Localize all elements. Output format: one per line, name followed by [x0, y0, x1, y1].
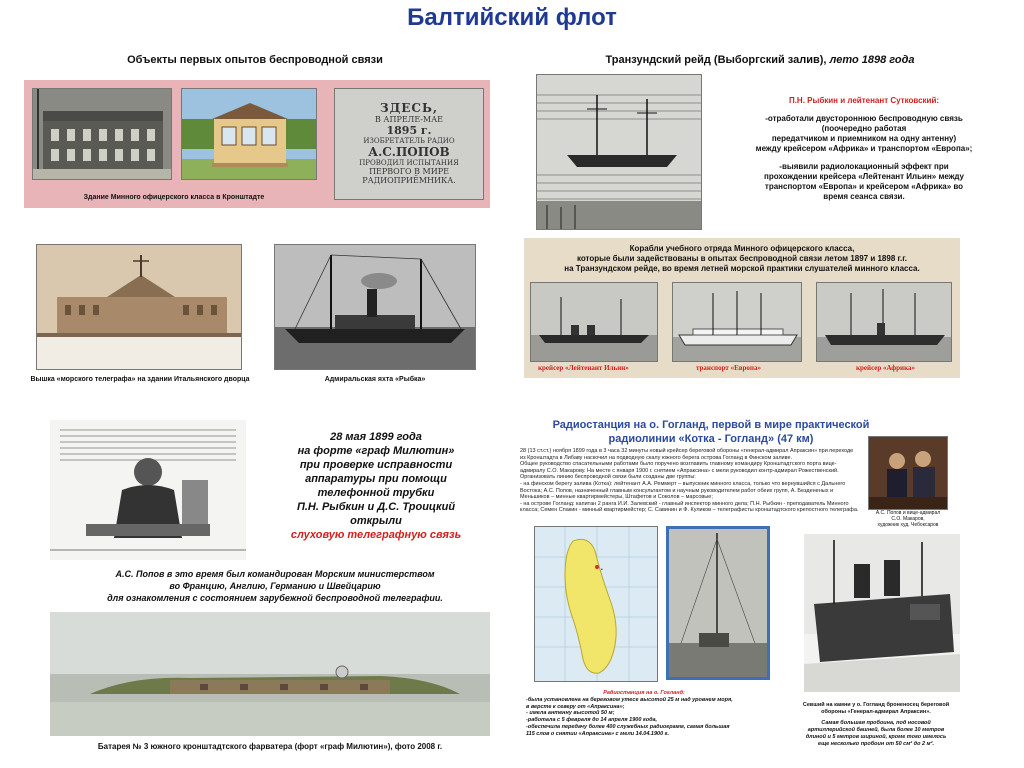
gogland-body-line: Востока; А.С. Попов, назначенный главным консультантом и научным руководителем работ обеих групп, А. Бездененых и: [520, 487, 834, 494]
kronstadt-caption: Здание Минного офицерского класса в Кронштадте: [83, 194, 265, 201]
milestone-text: [282, 430, 470, 542]
transund-para2-line: транспортом «Европа» и крейсером «Африка» во: [764, 182, 964, 191]
milestone-line: П.Н. Рыбкин и Д.С. Троицкий: [296, 501, 456, 513]
milestone-line: на форте «граф Милютин»: [297, 445, 455, 457]
gogland-heading-line: радиолинии «Котка - Гогланд» (47 км): [608, 433, 814, 445]
ship-europa-photo: [672, 282, 802, 362]
plaque-line: РАДИОПРИЁМНИКА.: [362, 176, 456, 185]
wreck-damage-line: артиллерийской башней, была более 10 метров: [807, 727, 945, 733]
popov-note: [40, 568, 510, 604]
wreck-damage-line: длиной и 5 метров шириной, кроме того имелось: [805, 734, 947, 740]
ship-label-ilyin: крейсер «Лейтенант Ильин»: [538, 364, 629, 372]
gogland-body-line: Меньшиков – минные квартирмейстеры, Штафетов и Соколов – марсовые;: [520, 494, 713, 501]
plaque-line: А.С.ПОПОВ: [368, 145, 450, 159]
plaque-line: ИЗОБРЕТАТЕЛЬ РАДИО: [363, 137, 455, 145]
mine-class-building-photo: [32, 88, 172, 180]
transund-text: [720, 96, 1008, 202]
italian-palace-photo: [36, 244, 242, 370]
gogland-body-line: - на острове Гогланд: капитан 2 ранга И.И. Залевский - главный инспектор минного дела; П.Н. Рыбкин - преподаватель Минного: [520, 500, 849, 507]
gogland-heading-line: Радиостанция на о. Гогланд, первой в мире практической: [552, 419, 870, 431]
popov-memorial-plaque: [334, 88, 484, 200]
transund-heading-main: Транзундский рейд (Выборгский залив),: [605, 54, 827, 66]
transund-para2-line: прохождении крейсера «Лейтенант Ильин» между: [763, 172, 965, 181]
pavilion-photo: [181, 88, 317, 180]
station-note-line: -была установлена на береговом утесе высотой 25 м над уровнем моря,: [526, 696, 733, 703]
station-note-line: -обеспечила передачу более 400 служебных радиограмм, самая большая: [526, 723, 730, 730]
transund-para1-line: (поочередно работая: [821, 124, 907, 133]
transund-para1-line: -отработали двустороннюю беспроводную связь: [765, 114, 963, 123]
gogland-station-notes: [526, 690, 762, 738]
gogland-body-line: 28 (13 ст.ст.) ноября 1899 года в 3 часа 32 минуты новый крейсер береговой обороны «генерал-адмирал Апраксин» при переходе: [520, 448, 854, 454]
ships-heading-line: на Транзундском рейде, во время летней морской практики слушателей минного класса.: [564, 264, 920, 273]
gogland-body: [520, 448, 860, 514]
yacht-rybka-caption: Адмиральская яхта «Рыбка»: [324, 376, 426, 383]
plaque-line: 1895 г.: [386, 124, 432, 137]
station-notes-title: Радиостанция на о. Гогланд:: [603, 690, 685, 696]
milestone-red-line: слуховую телеграфную связь: [290, 529, 462, 541]
apraksin-wreck-photo: [804, 534, 960, 692]
fort-milyutin-photo: [50, 612, 490, 736]
ship-ilyin-photo: [530, 282, 658, 362]
gogland-body-line: адмиралу С.О. Макарову. На месте с января 1900 г. снятием «Апраксина» с мели руководил контр-адмирал Рожественский.: [520, 467, 839, 474]
transund-red-line: П.Н. Рыбкин и лейтенант Сутковский:: [788, 96, 940, 105]
ships-panel: [524, 238, 960, 378]
painting-caption-line: художник худ. Чебоксаров: [877, 522, 939, 528]
painting-caption: [862, 510, 954, 528]
milestone-line: при проверке исправности: [299, 459, 453, 471]
wreck-caption: [776, 702, 976, 748]
wreck-caption-line: обороны «Генерал-адмирал Апраксин».: [821, 709, 931, 715]
svg-text:•: •: [601, 567, 603, 573]
ships-heading-line: которые были задействованы в опытах беспроводной связи летом 1897 и 1898 г.г.: [576, 254, 908, 263]
kronstadt-panel: [24, 80, 490, 208]
gogland-heading: [516, 418, 906, 446]
station-note-line: 115 слов о снятии «Апраксина» с мели 14.04.1900 г.: [526, 730, 670, 737]
ship-africa-photo: [816, 282, 952, 362]
wreck-caption-line: Севший на камни у о. Гогланд броненосец береговой: [802, 702, 950, 708]
station-note-line: в версте к северу от «Апраксина»;: [526, 703, 625, 710]
wreck-damage-line: еще несколько пробоин от 50 см² до 2 м².: [818, 741, 934, 747]
station-note-line: - имела антенну высотой 50 м;: [526, 710, 615, 717]
fort-caption: Батарея № 3 южного кронштадтского фарватера (форт «граф Милютин»), фото 2008 г.: [97, 742, 443, 751]
popov-note-line: во Францию, Англию, Германию и Швейцарию: [169, 581, 381, 591]
plaque-line: ПЕРВОГО В МИРЕ: [369, 167, 449, 176]
ships-heading-line: Корабли учебного отряда Минного офицерского класса,: [629, 244, 855, 253]
painting-caption-line: С.О. Макаров,: [891, 516, 925, 522]
yacht-rybka-photo: [274, 244, 476, 370]
milestone-line: телефонной трубки: [317, 487, 435, 499]
transund-para1-line: между крейсером «Африка» и транспортом «Европа»;: [755, 144, 973, 153]
ship-label-europa: транспорт «Европа»: [696, 364, 761, 372]
page-title: Балтийский флот: [407, 4, 617, 31]
gogland-body-line: из Кронштадта в Либаву наскочил на подводную скалу южного берега острова Гогланд в Финском заливе.: [520, 454, 793, 461]
transund-heading: [520, 54, 1000, 66]
popov-note-line: А.С. Попов в это время был командирован Морским министерством: [115, 569, 435, 579]
left-top-heading: Объекты первых опытов беспроводной связи: [127, 54, 383, 66]
station-note-line: -работала с 5 февраля до 14 апреля 1900 года,: [526, 717, 658, 724]
plaque-line: ПРОВОДИЛ ИСПЫТАНИЯ: [359, 159, 459, 167]
transund-engraving: [536, 74, 702, 230]
popov-makarov-painting: [868, 436, 948, 510]
italian-palace-caption: Вышка «морского телеграфа» на здании Итальянского дворца: [30, 376, 250, 383]
popov-note-line: для ознакомления с состоянием зарубежной беспроводной телеграфии.: [107, 593, 443, 603]
transund-para2-line: время сеанса связи.: [823, 192, 905, 201]
plaque-line: В АПРЕЛЕ-МАЕ: [375, 115, 443, 124]
milestone-line: открыли: [350, 515, 402, 527]
plaque-line: ЗДЕСЬ,: [379, 101, 439, 115]
milestone-line: аппаратуры при помощи: [305, 473, 447, 485]
transund-para1-line: передатчиком и приемником на одну антенну): [771, 134, 957, 143]
gogland-body-line: класса; Семен Спакин - минный квартирмейстер; С. Савинин и Ф. Куликов – телеграфисты кронштадтского крепостного телеграфа.: [520, 507, 859, 514]
milestone-line: 28 мая 1899 года: [330, 431, 422, 443]
transund-heading-date: лето 1898 года: [829, 54, 915, 66]
gogland-antenna-photo: [666, 526, 770, 680]
painting-caption-line: А.С. Попов и вице-адмирал: [875, 510, 941, 516]
popov-engraving: [50, 420, 246, 560]
gogland-body-line: Организовать линию беспроводной связи были созданы две группы:: [520, 474, 696, 481]
transund-para2-line: -выявили радиолокационный эффект при: [779, 162, 949, 171]
gogland-body-line: Общее руководство спасательными работами было поручено возглавить главному командиру Кронштадтского порта вице-: [520, 461, 837, 468]
wreck-damage-line: Самая большая пробоина, под носовой: [821, 720, 931, 726]
gogland-body-line: - на финском берегу залива (Котка): лейтенант А.А. Реммерт – выпускник минного класса, только что вернувшийся с Дальнего: [520, 480, 846, 487]
ship-label-africa: крейсер «Африка»: [856, 364, 915, 372]
gogland-map: [534, 526, 658, 682]
